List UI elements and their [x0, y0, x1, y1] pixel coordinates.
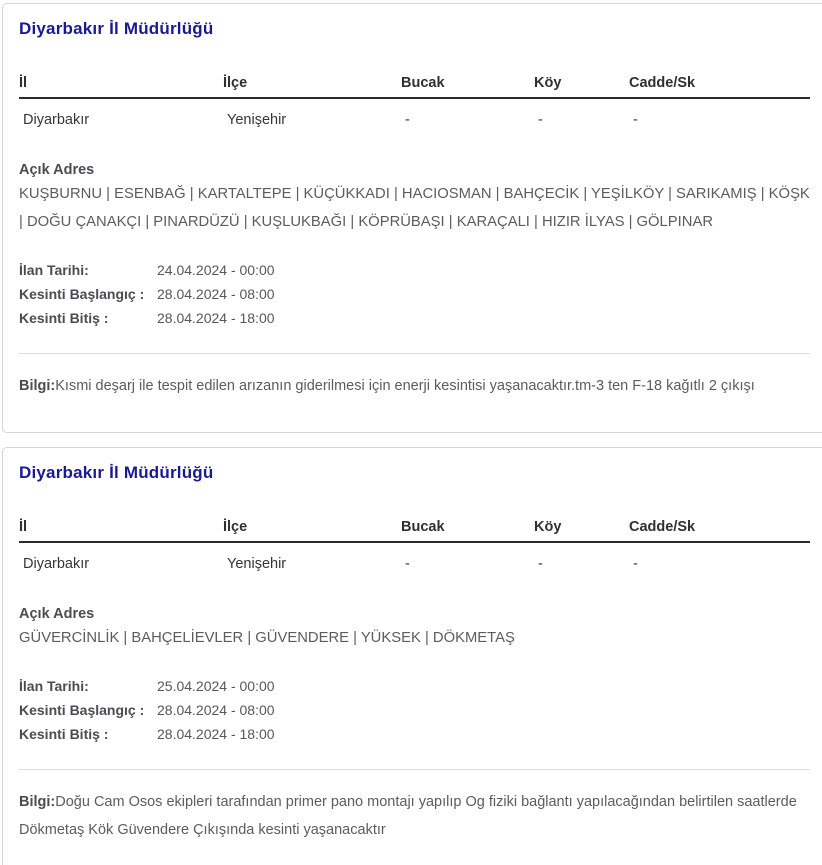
announcement-date-row	[19, 262, 810, 279]
card-title: Diyarbakır İl Müdürlüğü	[19, 19, 214, 38]
dates-block	[19, 262, 810, 327]
table-row	[19, 543, 810, 574]
outage-end-label: Kesinti Bitiş :	[19, 726, 109, 742]
table-cell-caddesk: -	[633, 112, 638, 128]
open-address-label: Açık Adres	[19, 606, 95, 622]
info-paragraph	[19, 788, 810, 844]
location-table	[19, 519, 810, 574]
outage-start-label: Kesinti Başlangıç :	[19, 702, 145, 718]
info-label: Bilgi:	[19, 794, 56, 810]
outage-start-row	[19, 702, 810, 719]
info-text: Kısmi deşarj ile tespit edilen arızanın giderilmesi için enerji kesintisi yaşanacaktır.tm-3 ten F-18 kağıtlı 2 çıkışı	[55, 378, 755, 394]
divider	[19, 769, 810, 770]
table-header-bucak: Bucak	[401, 75, 445, 91]
outage-card	[2, 447, 822, 865]
outage-end-row	[19, 310, 810, 327]
info-label: Bilgi:	[19, 378, 56, 394]
table-header-ilce: İlçe	[223, 75, 248, 91]
table-cell-caddesk: -	[633, 556, 638, 572]
divider	[19, 353, 810, 354]
table-header-il: İl	[19, 75, 28, 91]
location-table	[19, 75, 810, 130]
table-cell-bucak: -	[405, 556, 410, 572]
info-paragraph	[19, 372, 810, 400]
outage-end-value: 28.04.2024 - 18:00	[157, 310, 275, 326]
table-header-koy: Köy	[534, 519, 562, 535]
table-header-caddesk: Cadde/Sk	[629, 519, 696, 535]
table-header-bucak: Bucak	[401, 519, 445, 535]
open-address-text: KUŞBURNU | ESENBAĞ | KARTALTEPE | KÜÇÜKKADI | HACIOSMAN | BAHÇECİK | YEŞİLKÖY | SARIKAMIŞ | KÖŞK | DOĞU ÇANAKÇI | PINARDÜZÜ | KUŞLUKBAĞI | KÖPRÜBAŞI | KARAÇALI | HIZIR İLYAS | GÖLPINAR	[19, 186, 810, 230]
table-cell-koy: -	[538, 556, 543, 572]
open-address-text: GÜVERCİNLİK | BAHÇELİEVLER | GÜVENDERE | YÜKSEK | DÖKMETAŞ	[19, 630, 515, 646]
table-header-row	[19, 75, 810, 99]
outage-start-value: 28.04.2024 - 08:00	[157, 286, 275, 302]
outage-card	[2, 3, 822, 433]
table-header-koy: Köy	[534, 75, 562, 91]
outage-start-row	[19, 286, 810, 303]
table-row	[19, 99, 810, 130]
announcement-date-label: İlan Tarihi:	[19, 262, 89, 278]
dates-block	[19, 678, 810, 743]
table-cell-ilce: Yenişehir	[227, 112, 287, 128]
card-title: Diyarbakır İl Müdürlüğü	[19, 463, 214, 482]
table-cell-bucak: -	[405, 112, 410, 128]
announcement-date-row	[19, 678, 810, 695]
table-cell-koy: -	[538, 112, 543, 128]
info-text: Doğu Cam Osos ekipleri tarafından primer pano montajı yapılıp Og fiziki bağlantı yapılacağından belirtilen saatlerde Dökmetaş Kök Güvendere Çıkışında kesinti yaşanacaktır	[19, 794, 797, 838]
open-address-label: Açık Adres	[19, 162, 95, 178]
table-cell-ilce: Yenişehir	[227, 556, 287, 572]
announcement-date-value: 25.04.2024 - 00:00	[157, 678, 275, 694]
table-cell-il: Diyarbakır	[23, 112, 90, 128]
announcement-date-label: İlan Tarihi:	[19, 678, 89, 694]
outage-start-label: Kesinti Başlangıç :	[19, 286, 145, 302]
outage-end-value: 28.04.2024 - 18:00	[157, 726, 275, 742]
outage-end-row	[19, 726, 810, 743]
table-header-ilce: İlçe	[223, 519, 248, 535]
table-cell-il: Diyarbakır	[23, 556, 90, 572]
announcement-date-value: 24.04.2024 - 00:00	[157, 262, 275, 278]
table-header-row	[19, 519, 810, 543]
outage-end-label: Kesinti Bitiş :	[19, 310, 109, 326]
table-header-caddesk: Cadde/Sk	[629, 75, 696, 91]
outage-start-value: 28.04.2024 - 08:00	[157, 702, 275, 718]
table-header-il: İl	[19, 519, 28, 535]
